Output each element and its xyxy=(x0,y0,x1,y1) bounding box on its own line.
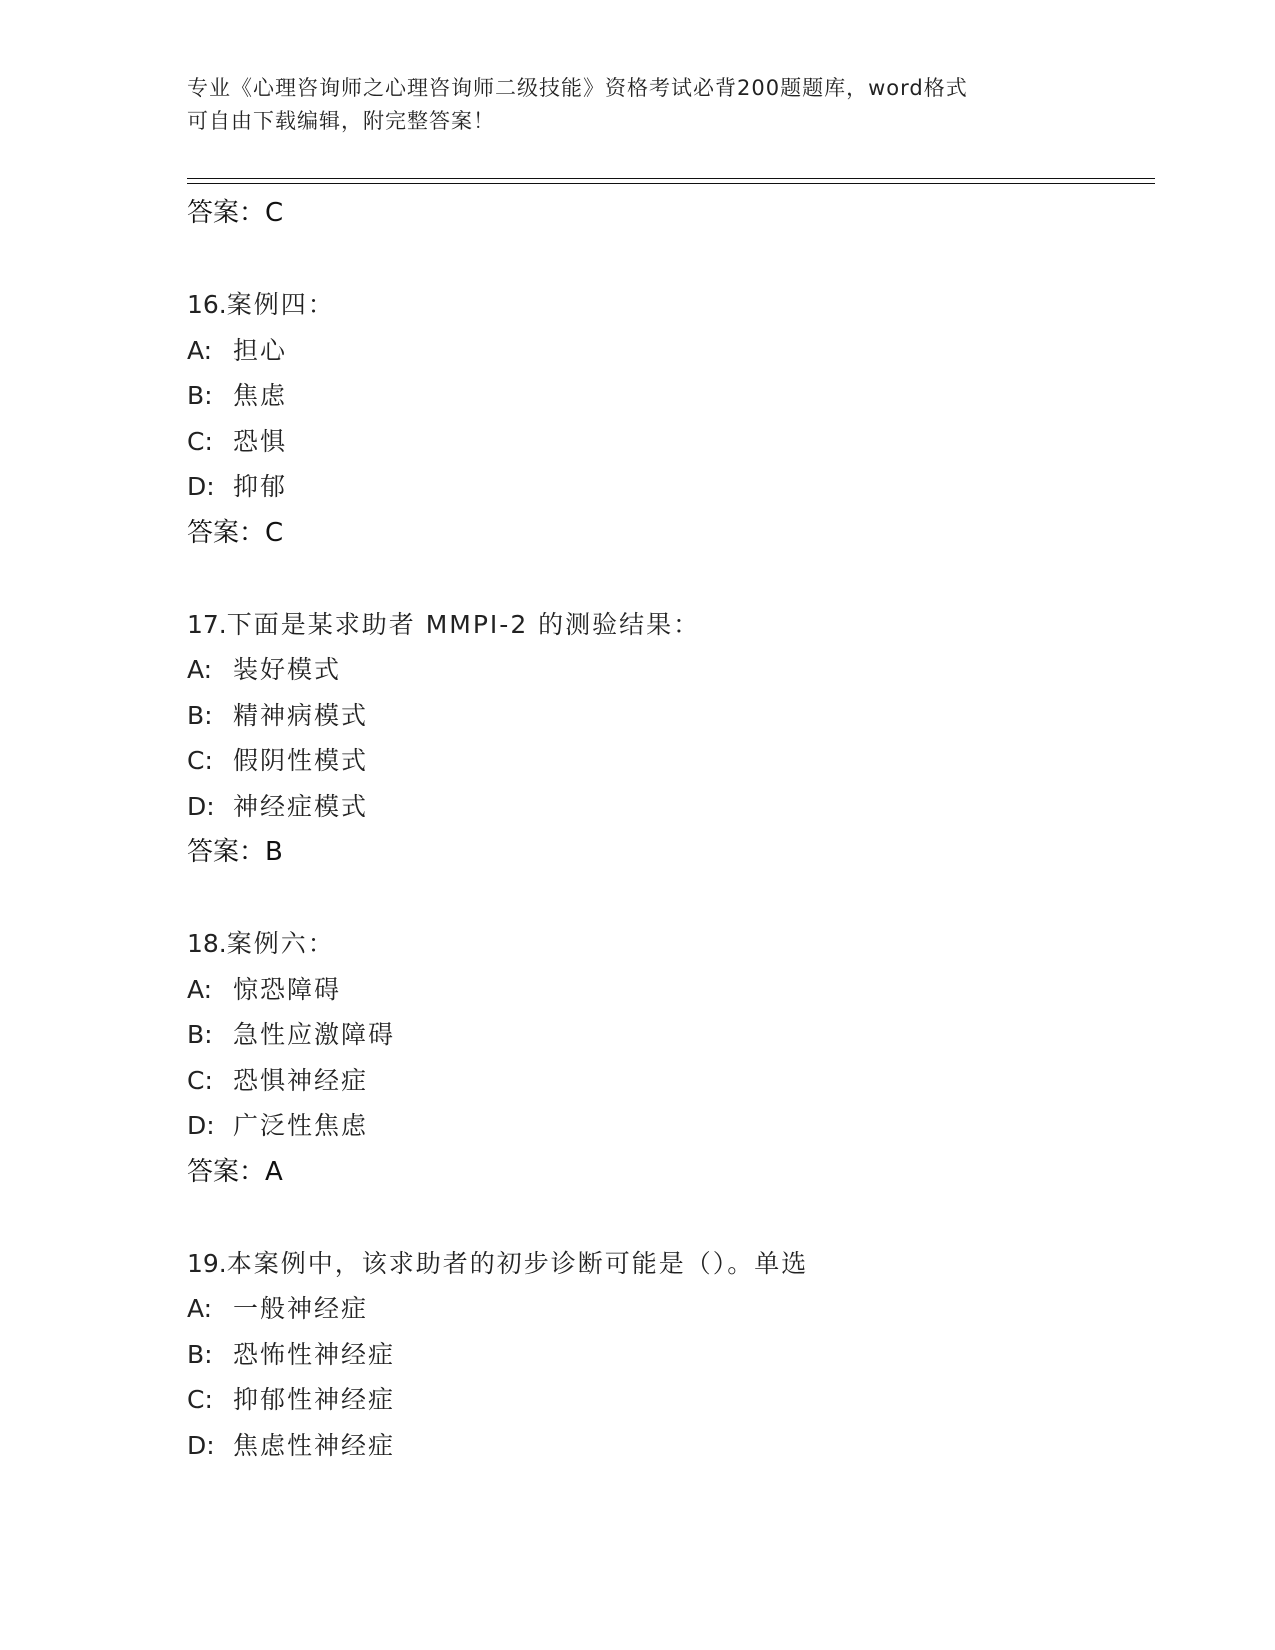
option-text: 恐惧 xyxy=(233,426,288,456)
question-19 xyxy=(187,1241,1147,1469)
question-number: 19. xyxy=(187,1248,227,1278)
option-a xyxy=(187,967,1147,1013)
option-b xyxy=(187,1012,1147,1058)
question-stem xyxy=(187,602,1147,648)
option-text: 恐怖性神经症 xyxy=(233,1339,396,1369)
option-letter: A: xyxy=(187,974,213,1004)
option-text: 焦虑 xyxy=(233,381,288,410)
question-text: 案例六： xyxy=(226,929,335,958)
option-letter: C: xyxy=(187,1065,213,1095)
option-text: 神经症模式 xyxy=(233,791,369,821)
question-list xyxy=(187,190,1147,1468)
option-letter: B: xyxy=(187,1339,213,1369)
option-a xyxy=(187,328,1147,374)
question-text: 下面是某求助者 MMPI-2 的测验结果： xyxy=(226,609,701,639)
option-d xyxy=(187,784,1147,830)
option-text: 抑郁 xyxy=(233,472,288,501)
option-d xyxy=(187,1423,1147,1469)
answer-line: 答案：A xyxy=(187,1156,283,1187)
question-text: 本案例中，该求助者的初步诊断可能是（）。单选 xyxy=(226,1248,809,1278)
option-letter: A: xyxy=(187,335,213,365)
answer-line: 答案：C xyxy=(187,198,284,228)
option-text: 抑郁性神经症 xyxy=(233,1385,396,1414)
option-letter: D: xyxy=(187,791,215,821)
option-letter: C: xyxy=(187,426,213,456)
option-letter: A: xyxy=(187,1294,213,1323)
option-c xyxy=(187,1058,1147,1104)
option-letter: A: xyxy=(187,655,213,684)
option-letter: B: xyxy=(187,1020,213,1049)
question-17 xyxy=(187,602,1147,876)
option-text: 装好模式 xyxy=(233,655,342,684)
header-line-1: 专业《心理咨询师之心理咨询师二级技能》资格考试必背200题题库，word格式 xyxy=(187,76,968,100)
document-header xyxy=(187,72,1067,138)
question-18 xyxy=(187,921,1147,1195)
option-letter: B: xyxy=(187,700,213,730)
option-letter: C: xyxy=(187,1385,213,1414)
option-c xyxy=(187,419,1147,465)
question-stem xyxy=(187,282,1147,328)
question-stem xyxy=(187,921,1147,967)
option-d xyxy=(187,464,1147,510)
option-letter: B: xyxy=(187,381,213,410)
option-letter: D: xyxy=(187,472,215,501)
option-text: 急性应激障碍 xyxy=(233,1020,396,1049)
question-number: 16. xyxy=(187,290,227,319)
option-letter: C: xyxy=(187,746,213,775)
question-text: 案例四： xyxy=(226,290,335,319)
header-divider-top xyxy=(187,178,1155,179)
header-line-2: 可自由下载编辑，附完整答案！ xyxy=(187,109,495,133)
header-divider-bottom xyxy=(187,183,1155,184)
option-a xyxy=(187,647,1147,693)
question-number: 18. xyxy=(187,929,227,958)
question-stem xyxy=(187,1241,1147,1287)
option-text: 一般神经症 xyxy=(233,1294,369,1323)
option-text: 担心 xyxy=(233,335,288,365)
option-d xyxy=(187,1103,1147,1149)
option-b xyxy=(187,1332,1147,1378)
option-text: 恐惧神经症 xyxy=(233,1065,369,1095)
answer-line: 答案：C xyxy=(187,517,284,548)
question-16 xyxy=(187,282,1147,556)
answer-line: 答案：B xyxy=(187,837,283,867)
option-letter: D: xyxy=(187,1111,215,1140)
option-text: 惊恐障碍 xyxy=(233,974,342,1004)
option-text: 焦虑性神经症 xyxy=(233,1430,396,1460)
option-text: 假阴性模式 xyxy=(233,746,369,775)
option-letter: D: xyxy=(187,1430,215,1460)
option-text: 广泛性焦虑 xyxy=(233,1111,369,1140)
option-b xyxy=(187,373,1147,419)
option-a xyxy=(187,1286,1147,1332)
question-number: 17. xyxy=(187,609,227,639)
option-c xyxy=(187,1377,1147,1423)
option-b xyxy=(187,693,1147,739)
option-text: 精神病模式 xyxy=(233,700,369,730)
option-c xyxy=(187,738,1147,784)
